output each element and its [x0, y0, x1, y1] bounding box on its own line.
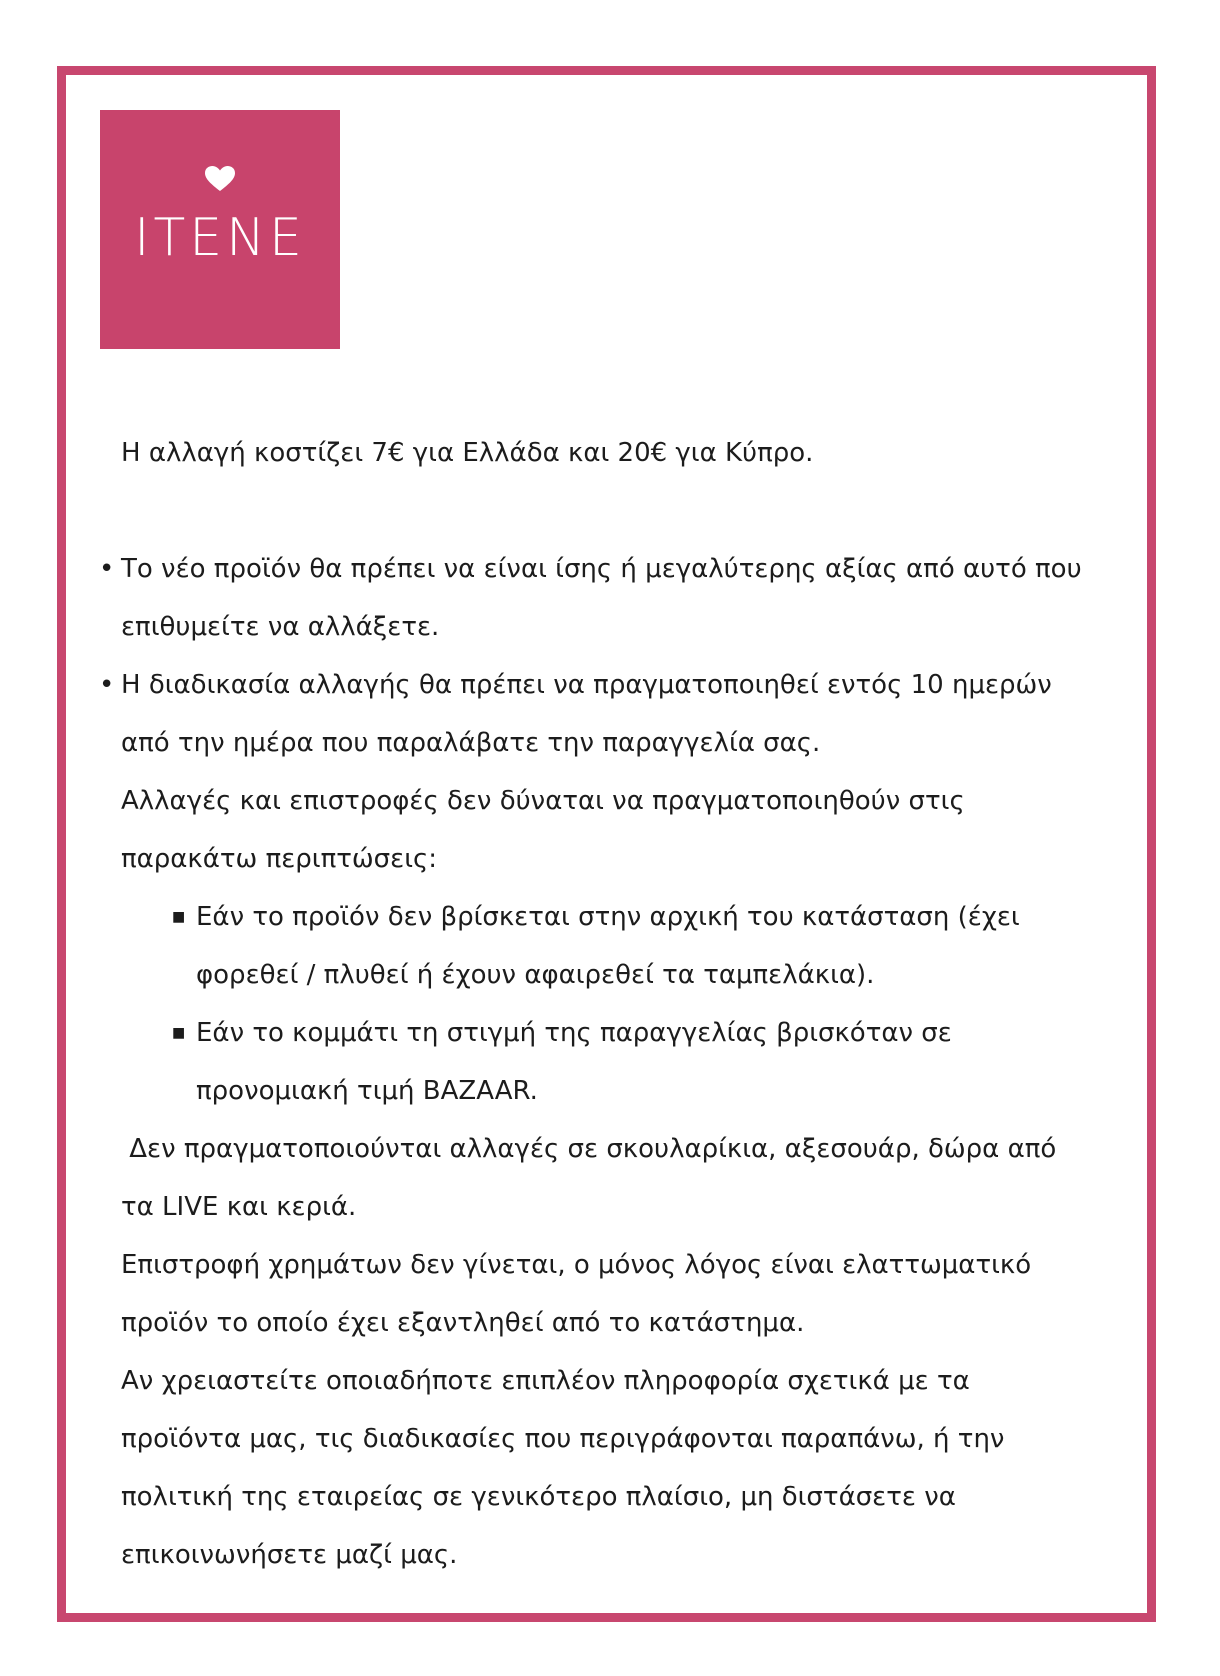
- list-item-line: επιθυμείτε να αλλάξετε.: [121, 612, 440, 642]
- refund-note: προϊόν το οποίο έχει εξαντληθεί από το κατάστημα.: [121, 1308, 805, 1338]
- policy-text: [99, 424, 1121, 1584]
- list-item-line: Εάν το προϊόν δεν βρίσκεται στην αρχική του κατάσταση (έχει: [196, 902, 1020, 932]
- list-item-line: προνομιακή τιμή BAZAAR.: [196, 1076, 538, 1106]
- exceptions-intro: Αλλαγές και επιστροφές δεν δύναται να πραγματοποιηθούν στις: [121, 786, 965, 816]
- list-item: [99, 656, 1121, 772]
- bullet-icon: •: [99, 670, 115, 700]
- brand-name: ITENE: [134, 208, 306, 268]
- list-item-line: Το νέο προϊόν θα πρέπει να είναι ίσης ή μεγαλύτερης αξίας από αυτό που: [121, 554, 1082, 584]
- brand-logo: [100, 110, 340, 349]
- list-item: [172, 888, 1121, 1004]
- square-bullet-icon: ■: [172, 1025, 186, 1041]
- square-bullet-icon: ■: [172, 909, 186, 925]
- exchange-cost: Η αλλαγή κοστίζει 7€ για Ελλάδα και 20€ για Κύπρο.: [121, 438, 814, 468]
- contact-note: επικοινωνήσετε μαζί μας.: [121, 1540, 458, 1570]
- heart-icon: [100, 166, 340, 198]
- contact-note: Αν χρειαστείτε οποιαδήποτε επιπλέον πληροφορία σχετικά με τα: [121, 1366, 970, 1396]
- contact-note: προϊόντα μας, τις διαδικασίες που περιγράφονται παραπάνω, ή την: [121, 1424, 1005, 1454]
- bullet-icon: •: [99, 554, 115, 584]
- list-item-line: από την ημέρα που παραλάβατε την παραγγελία σας.: [121, 728, 821, 758]
- refund-note: Επιστροφή χρημάτων δεν γίνεται, ο μόνος λόγος είναι ελαττωματικό: [121, 1250, 1032, 1280]
- list-item-line: Η διαδικασία αλλαγής θα πρέπει να πραγματοποιηθεί εντός 10 ημερών: [121, 670, 1052, 700]
- list-item-line: φορεθεί / πλυθεί ή έχουν αφαιρεθεί τα ταμπελάκια).: [196, 960, 875, 990]
- exceptions-intro: παρακάτω περιπτώσεις:: [121, 844, 438, 874]
- no-exchange-note: Δεν πραγματοποιούνται αλλαγές σε σκουλαρίκια, αξεσουάρ, δώρα από: [121, 1134, 1057, 1164]
- contact-note: πολιτική της εταιρείας σε γενικότερο πλαίσιο, μη διστάσετε να: [121, 1482, 956, 1512]
- no-exchange-note: τα LIVE και κεριά.: [121, 1192, 357, 1222]
- list-item-line: Εάν το κομμάτι τη στιγμή της παραγγελίας βρισκόταν σε: [196, 1018, 952, 1048]
- list-item: [172, 1004, 1121, 1120]
- exceptions-list: [172, 888, 1121, 1120]
- list-item: [99, 540, 1121, 656]
